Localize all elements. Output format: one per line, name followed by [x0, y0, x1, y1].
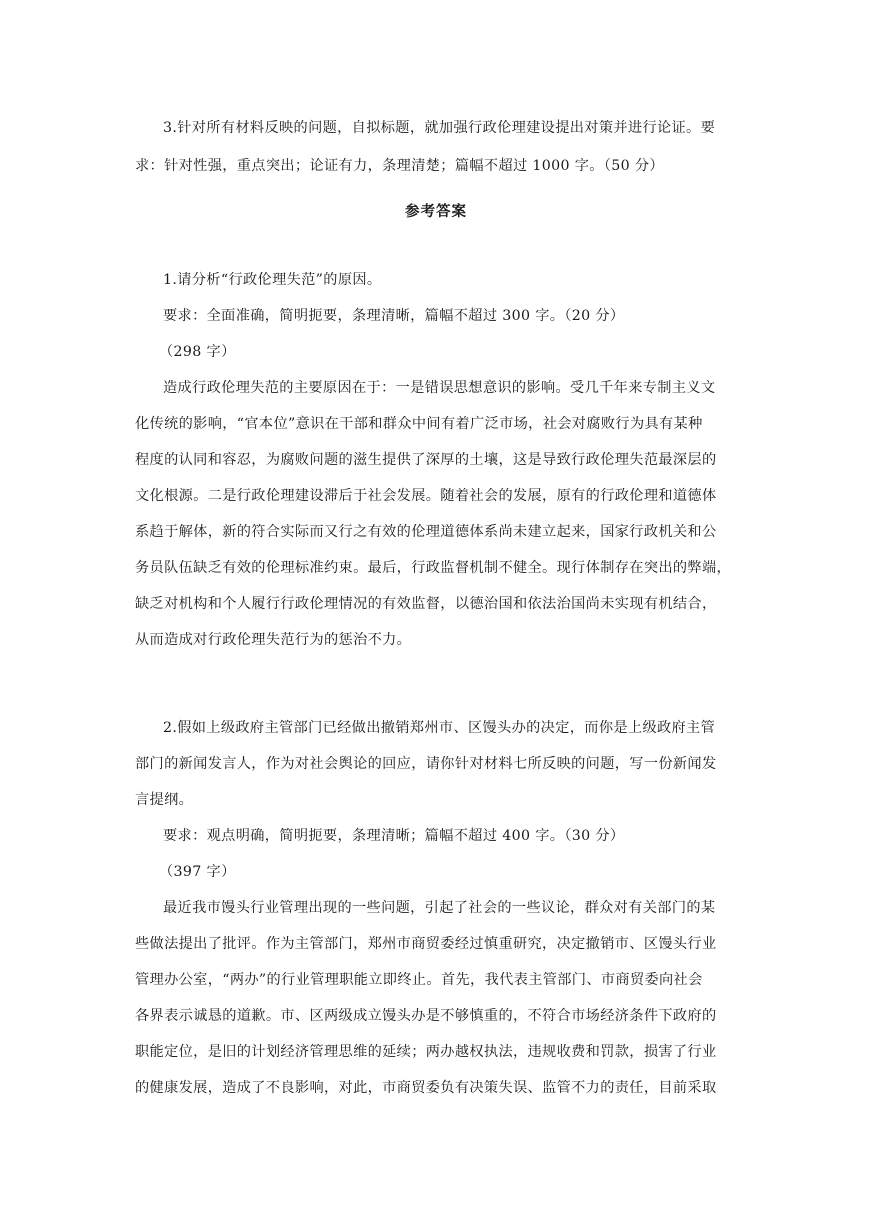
q1-answer-line: 缺乏对机构和个人履行行政伦理情况的有效监督，以德治国和依法治国尚未实现有机结合，: [135, 596, 717, 612]
q1-answer-line: 化传统的影响，“官本位”意识在干部和群众中间有着广泛市场，社会对腐败行为具有某种: [135, 416, 703, 432]
q2-answer-line: 最近我市馒头行业管理出现的一些问题，引起了社会的一些议论，群众对有关部门的某: [163, 900, 716, 916]
q1-title: 1.请分析“行政伦理失范”的原因。: [163, 272, 382, 288]
q2-requirement: 要求：观点明确，简明扼要，条理清晰；篇幅不超过 400 字。（30 分）: [163, 828, 625, 844]
q1-answer-line: 程度的认同和容忍，为腐败问题的滋生提供了深厚的土壤，这是导致行政伦理失范最深层的: [135, 452, 717, 468]
q1-requirement: 要求：全面准确，简明扼要，条理清晰，篇幅不超过 300 字。（20 分）: [163, 308, 625, 324]
q1-answer-line: 系趋于解体，新的符合实际而又行之有效的伦理道德体系尚未建立起来，国家行政机关和公: [135, 524, 717, 540]
q1-answer-line: 务员队伍缺乏有效的伦理标准约束。最后，行政监督机制不健全。现行体制存在突出的弊端，: [135, 560, 732, 576]
q2-title-line: 部门的新闻发言人，作为对社会舆论的回应，请你针对材料七所反映的问题，写一份新闻发: [135, 756, 717, 772]
q1-answer-line: 从而造成对行政伦理失范行为的惩治不力。: [135, 632, 412, 648]
q2-answer-line: 各界表示诚恳的道歉。市、区两级成立馒头办是不够慎重的，不符合市场经济条件下政府的: [135, 1008, 717, 1024]
q3-line-2: 求：针对性强，重点突出；论证有力，条理清楚；篇幅不超过 1000 字。（50 分）: [135, 158, 664, 174]
q2-title-line: 言提纲。: [135, 792, 194, 808]
q2-answer-line: 管理办公室，“两办”的行业管理职能立即终止。首先，我代表主管部门、市商贸委向社会: [135, 972, 703, 988]
q2-answer-line: 职能定位，是旧的计划经济管理思维的延续；两办越权执法，违规收费和罚款，损害了行业: [135, 1044, 717, 1060]
q2-answer-line: 些做法提出了批评。作为主管部门，郑州市商贸委经过慎重研究，决定撤销市、区馒头行业: [135, 936, 717, 952]
q2-answer-line: 的健康发展，造成了不良影响，对此，市商贸委负有决策失误、监管不力的责任，目前采取: [135, 1080, 717, 1096]
answers-heading: 参考答案: [405, 204, 467, 220]
q2-word-count: （397 字）: [159, 864, 236, 880]
q3-line-1: 3.针对所有材料反映的问题，自拟标题，就加强行政伦理建设提出对策并进行论证。要: [163, 120, 716, 136]
q1-word-count: （298 字）: [159, 344, 236, 360]
q1-answer-line: 文化根源。二是行政伦理建设滞后于社会发展。随着社会的发展，原有的行政伦理和道德体: [135, 488, 717, 504]
q2-title-line: 2.假如上级政府主管部门已经做出撤销郑州市、区馒头办的决定，而你是上级政府主管: [163, 720, 716, 736]
q1-answer-line: 造成行政伦理失范的主要原因在于：一是错误思想意识的影响。受几千年来专制主义文: [163, 380, 716, 396]
